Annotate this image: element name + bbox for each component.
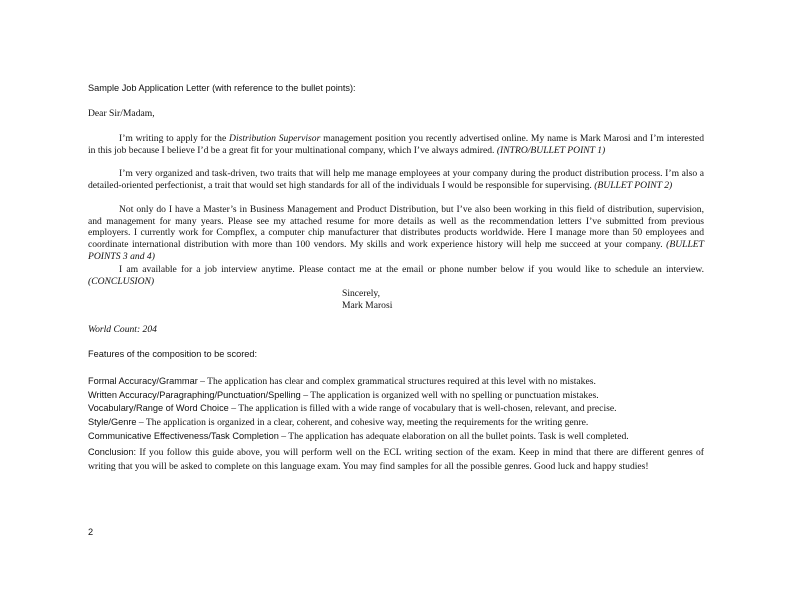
features-list	[88, 374, 704, 443]
feature-item	[88, 415, 704, 429]
feature-label: Written Accuracy/Paragraphing/Punctuation/Spelling	[88, 389, 301, 400]
feature-item	[88, 429, 704, 443]
feature-label: Vocabulary/Range of Word Choice	[88, 403, 229, 414]
feature-label: Style/Genre	[88, 417, 137, 428]
p4-text: I am available for a job interview anytime. Please contact me at the email or phone number below if you would like to schedule an interview.	[119, 264, 704, 275]
p1-text-1: I’m writing to apply for the	[119, 133, 230, 144]
paragraph-intro	[88, 133, 704, 156]
feature-text: – The application has adequate elaboration on all the bullet points. Task is well completed.	[278, 430, 629, 442]
p1-position-title: Distribution Supervisor	[229, 133, 321, 144]
salutation: Dear Sir/Madam,	[88, 108, 155, 119]
feature-item	[88, 388, 704, 402]
p2-text: I’m very organized and task-driven, two traits that will help me manage employees at your company during the product distribution process. I’m also a detailed-oriented perfectionist, a trait that would set high standards for all of the individuals I would be responsible for supervising.	[88, 168, 704, 191]
paragraph-conclusion	[88, 264, 704, 287]
p2-tag: (BULLET POINT 2)	[594, 179, 673, 191]
feature-label: Formal Accuracy/Grammar	[88, 376, 198, 386]
features-heading: Features of the composition to be scored:	[88, 349, 258, 359]
paragraph-bullet-2	[88, 168, 704, 191]
feature-item	[88, 401, 704, 415]
feature-text: – The application is organized well with no spelling or punctuation mistakes.	[300, 389, 599, 401]
p3-tag: (BULLET POINTS 3 and 4)	[88, 239, 704, 262]
conclusion-paragraph	[88, 445, 704, 472]
signature: Mark Marosi	[342, 300, 393, 311]
paragraph-bullets-3-4	[88, 204, 704, 263]
feature-item	[88, 374, 704, 388]
feature-text: – The application is filled with a wide range of vocabulary that is well-chosen, relevant, and precise.	[228, 403, 617, 415]
feature-label: Communicative Effectiveness/Task Completion	[88, 430, 279, 441]
conclusion-label: Conclusion:	[88, 447, 137, 457]
feature-text: – The application has clear and complex grammatical structures required at this level with no mistakes.	[197, 376, 596, 387]
p3-text: Not only do I have a Master’s in Business Management and Product Distribution, but I’ve also been working in this field of distribution, supervision, and management for many years. Please see my attached resume for more details as well as the recommendation letters I’ve submitted from previous employers. I currently work for Compflex, a computer chip manufacturer that distributes products worldwide. Here I manage more than 50 employees and coordinate international distribution with more than 100 vendors. My skills and work experience history will help me succeed at your company.	[88, 204, 704, 251]
page-number: 2	[88, 527, 94, 537]
conclusion-text: If you follow this guide above, you will perform well on the ECL writing section of the exam. Keep in mind that there are different genres of writing that you will be asked to complete on this language exam. You may find samples for all the possible genres. Good luck and happy studies!	[88, 447, 704, 472]
closing: Sincerely,	[342, 288, 381, 299]
letter-heading: Sample Job Application Letter (with reference to the bullet points):	[88, 83, 356, 93]
word-count: World Count: 204	[88, 324, 157, 335]
p4-tag: (CONCLUSION)	[88, 275, 155, 287]
feature-text: – The application is organized in a clear, coherent, and cohesive way, meeting the requirements for the writing genre.	[136, 417, 589, 429]
p1-text-2: management position you recently advertised online. My name is Mark Marosi and I’m interested in this job because I believe I’d be a great fit for your multinational company, which I’ve always admired.	[88, 133, 704, 156]
p1-tag: (INTRO/BULLET POINT 1)	[496, 144, 606, 156]
